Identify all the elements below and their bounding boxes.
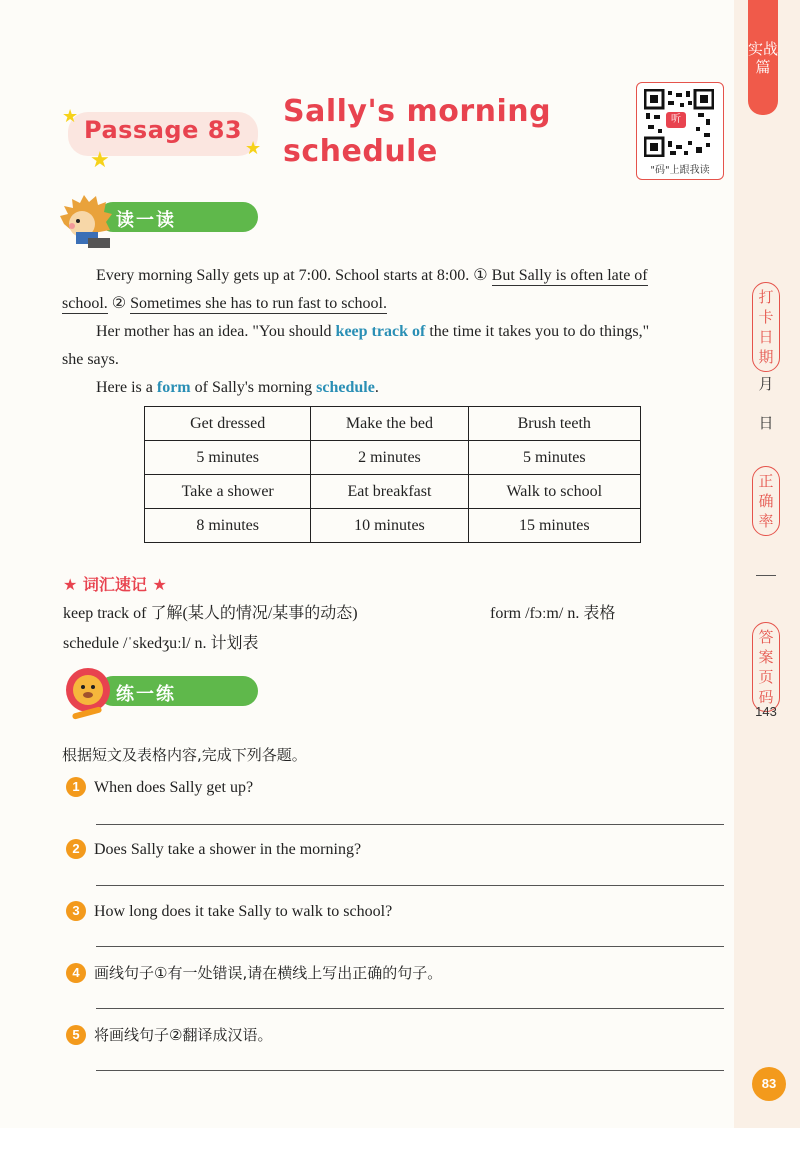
day-label: 日: [758, 414, 774, 432]
right-sidebar: [734, 0, 800, 1158]
vocab-item-schedule: schedule /ˈskedʒuːl/ n. 计划表: [63, 635, 259, 652]
table-cell: Eat breakfast: [311, 475, 468, 509]
keyword-schedule: schedule: [316, 379, 375, 396]
answer-page-label: 答案页码: [752, 622, 780, 712]
passage-title: [283, 92, 551, 172]
underlined-sentence-2: Sometimes she has to run fast to school.: [130, 295, 387, 312]
question-number-badge: 3: [66, 901, 86, 921]
star-icon: ★: [90, 148, 110, 173]
keyword-keep-track-of: keep track of: [335, 323, 426, 340]
listen-icon: 听: [666, 112, 686, 128]
title-line-2: schedule: [283, 134, 438, 169]
underlined-sentence-1: But Sally is often late of: [491, 267, 648, 284]
star-icon: ★: [62, 106, 79, 127]
question-1: [66, 777, 253, 797]
vocab-heading: ★ 词汇速记 ★: [63, 575, 167, 594]
practice-section-title: 练一练: [116, 684, 176, 705]
passage-paragraph-3: [62, 374, 724, 402]
passage-text: she says.: [62, 351, 119, 368]
question-5: [66, 1024, 272, 1045]
passage-number: Passage 83: [84, 116, 243, 144]
passage-text: Every morning Sally gets up at 7:00. School starts at 8:00. ①: [96, 267, 492, 284]
read-section-header: [58, 198, 268, 230]
star-icon: ★: [245, 138, 262, 159]
practice-section-header: [58, 672, 268, 704]
question-number-badge: 4: [66, 963, 86, 983]
passage-paragraph-2: [62, 318, 724, 374]
question-text: 画线句子①有一处错误,请在横线上写出正确的句子。: [94, 964, 443, 982]
checkin-date-label: 打卡日期: [752, 282, 780, 372]
answer-page-number: 143: [755, 704, 777, 719]
table-cell: Make the bed: [311, 407, 468, 441]
bottom-margin: [0, 1128, 800, 1158]
passage-text: the time it takes you to do things,": [425, 323, 650, 340]
accuracy-blank: [756, 575, 776, 576]
vocab-item-keep-track-of: keep track of 了解(某人的情况/某事的动态): [63, 605, 358, 622]
answer-line-1[interactable]: [96, 824, 724, 825]
question-text: When does Sally get up?: [94, 779, 254, 796]
read-section-title: 读一读: [116, 210, 176, 231]
exercise-instruction: 根据短文及表格内容,完成下列各题。: [62, 746, 307, 764]
table-cell: 5 minutes: [145, 441, 311, 475]
table-row: [145, 475, 641, 509]
question-number-badge: 2: [66, 839, 86, 859]
accuracy-label: 正确率: [752, 466, 780, 536]
table-cell: 10 minutes: [311, 509, 468, 543]
question-2: [66, 839, 361, 859]
month-label: 月: [758, 375, 774, 393]
table-cell: Brush teeth: [468, 407, 640, 441]
schedule-table: [144, 406, 641, 543]
table-row: [145, 441, 641, 475]
qr-code-card[interactable]: [636, 82, 724, 180]
answer-line-4[interactable]: [96, 1008, 724, 1009]
hedgehog-reading-icon: [58, 194, 114, 250]
table-cell: Take a shower: [145, 475, 311, 509]
lion-writing-icon: [62, 666, 118, 724]
table-cell: Get dressed: [145, 407, 311, 441]
answer-line-5[interactable]: [96, 1070, 724, 1071]
title-line-1: Sally's morning: [283, 94, 552, 129]
question-number-badge: 1: [66, 777, 86, 797]
table-row: [145, 509, 641, 543]
question-3: [66, 901, 392, 921]
passage-text: .: [374, 379, 379, 396]
page-number-paw: 83: [752, 1067, 786, 1101]
answer-line-2[interactable]: [96, 885, 724, 886]
question-number-badge: 5: [66, 1025, 86, 1045]
passage-text: of Sally's morning: [190, 379, 317, 396]
question-text: 将画线句子②翻译成汉语。: [94, 1026, 273, 1044]
question-4: [66, 962, 442, 983]
passage-text: Here is a: [96, 379, 157, 396]
table-cell: 2 minutes: [311, 441, 468, 475]
keyword-form: form: [156, 379, 191, 396]
question-text: Does Sally take a shower in the morning?: [94, 841, 362, 858]
table-cell: Walk to school: [468, 475, 640, 509]
vocab-item-form: form /fɔːm/ n. 表格: [490, 605, 616, 622]
table-cell: 5 minutes: [468, 441, 640, 475]
table-cell: 15 minutes: [468, 509, 640, 543]
qr-caption: "码"上跟我读: [650, 165, 710, 176]
answer-line-3[interactable]: [96, 946, 724, 947]
question-text: How long does it take Sally to walk to school?: [94, 903, 393, 920]
section-tab: 实战篇: [748, 0, 778, 115]
table-cell: 8 minutes: [145, 509, 311, 543]
table-row: [145, 407, 641, 441]
passage-text: Her mother has an idea. "You should: [96, 323, 336, 340]
passage-text: ②: [107, 295, 131, 312]
passage-paragraph-1: [62, 262, 724, 318]
underlined-sentence-1-end: school.: [62, 295, 108, 312]
